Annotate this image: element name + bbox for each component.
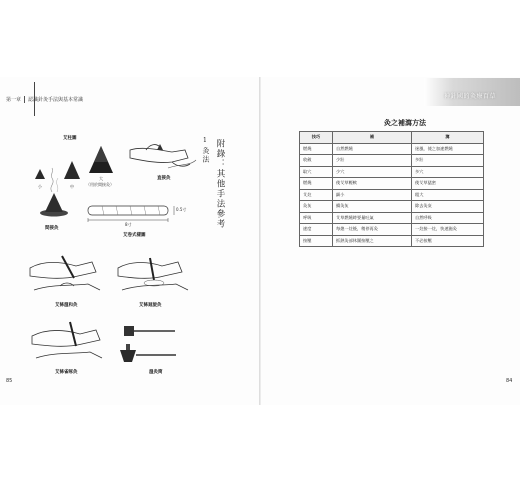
right-header-title: 神針國的灸療百草 [444, 93, 497, 100]
table-cell: 艾草燃燒時要量吐氣 [333, 212, 412, 224]
table-cell: 艾炷 [300, 189, 333, 201]
chapter-label: 第一章 [6, 97, 22, 103]
table-cell: 自然燃燒 [333, 143, 412, 155]
table-cell: 少壯 [333, 155, 412, 167]
table-cell: 自然呼吸 [412, 212, 484, 224]
indirect-moxa-caption: 間接灸 [45, 226, 59, 231]
left-page-number: 85 [6, 378, 13, 384]
table-row [300, 201, 484, 213]
tonify-reduce-table [299, 131, 484, 247]
table-cell: 每熄一炷後，稍停再灸 [333, 224, 412, 236]
table-cell: 使艾草輕軟 [333, 178, 412, 190]
cone-large-note: （用於間接灸） [86, 182, 114, 187]
table-cell: 使艾草猛密 [412, 178, 484, 190]
table-cell: 細小 [333, 189, 412, 201]
table-cell: 燃燒 [300, 143, 333, 155]
table-cell: 抓熱灸部休圍按壓之 [333, 235, 412, 247]
table-header-row [300, 132, 484, 144]
table-cell: 按壓 [300, 235, 333, 247]
section-title: 灸法 [202, 147, 210, 164]
direct-moxa-caption: 直接灸 [157, 176, 171, 181]
right-page-number: 84 [506, 378, 513, 384]
table-cell: 燃燒 [300, 178, 333, 190]
table-cell: 一炷接一炷，快速施灸 [412, 224, 484, 236]
cone-small-label: 小 [38, 184, 42, 189]
table-cell: 多壯 [412, 155, 484, 167]
moxa-stick-caption: 艾卷式樣圖 [123, 233, 146, 238]
table-row [300, 143, 484, 155]
table-cell: 少穴 [333, 166, 412, 178]
table-cell: 取穴 [300, 166, 333, 178]
table-row [300, 212, 484, 224]
section-number: 1 [203, 137, 207, 144]
table-cell: 除去灸灰 [412, 201, 484, 213]
table-title: 灸之補瀉方法 [384, 118, 426, 127]
table-row [300, 224, 484, 236]
table-cell: 續灸灰 [333, 201, 412, 213]
table-cell: 速度 [300, 224, 333, 236]
pecking-moxa-caption: 艾條雀啄灸 [55, 370, 78, 375]
stick-diameter-label: 0.5寸 [176, 207, 187, 212]
table-row [300, 189, 484, 201]
circling-moxa-caption: 艾條迴旋灸 [139, 303, 162, 308]
header-technique: 技巧 [300, 132, 333, 144]
warm-moxa-caption: 艾條溫和灸 [55, 303, 78, 308]
cone-medium-label: 中 [70, 184, 74, 189]
table-cell: 收斂 [300, 155, 333, 167]
table-row [300, 155, 484, 167]
cone-large-label: 大 [99, 176, 103, 181]
warm-tube-caption: 溫灸筒 [149, 370, 163, 375]
header-tonify: 補 [333, 132, 412, 144]
table-cell: 不必按壓 [412, 235, 484, 247]
chapter-title: 認識針灸手法與基本常識 [28, 97, 84, 103]
table-cell: 迷風，使之加速燃燒 [412, 143, 484, 155]
table-row [300, 178, 484, 190]
appendix-title: 附錄：其他手法參考 [215, 139, 225, 229]
table-row [300, 235, 484, 247]
table-cell: 灸灰 [300, 201, 333, 213]
table-cell: 呼吸 [300, 212, 333, 224]
header-reduce: 瀉 [412, 132, 484, 144]
table-row [300, 166, 484, 178]
cones-caption: 艾柱圖 [63, 136, 77, 141]
table-cell: 多穴 [412, 166, 484, 178]
stick-length-label: 8寸 [125, 222, 132, 227]
table-cell: 粗大 [412, 189, 484, 201]
